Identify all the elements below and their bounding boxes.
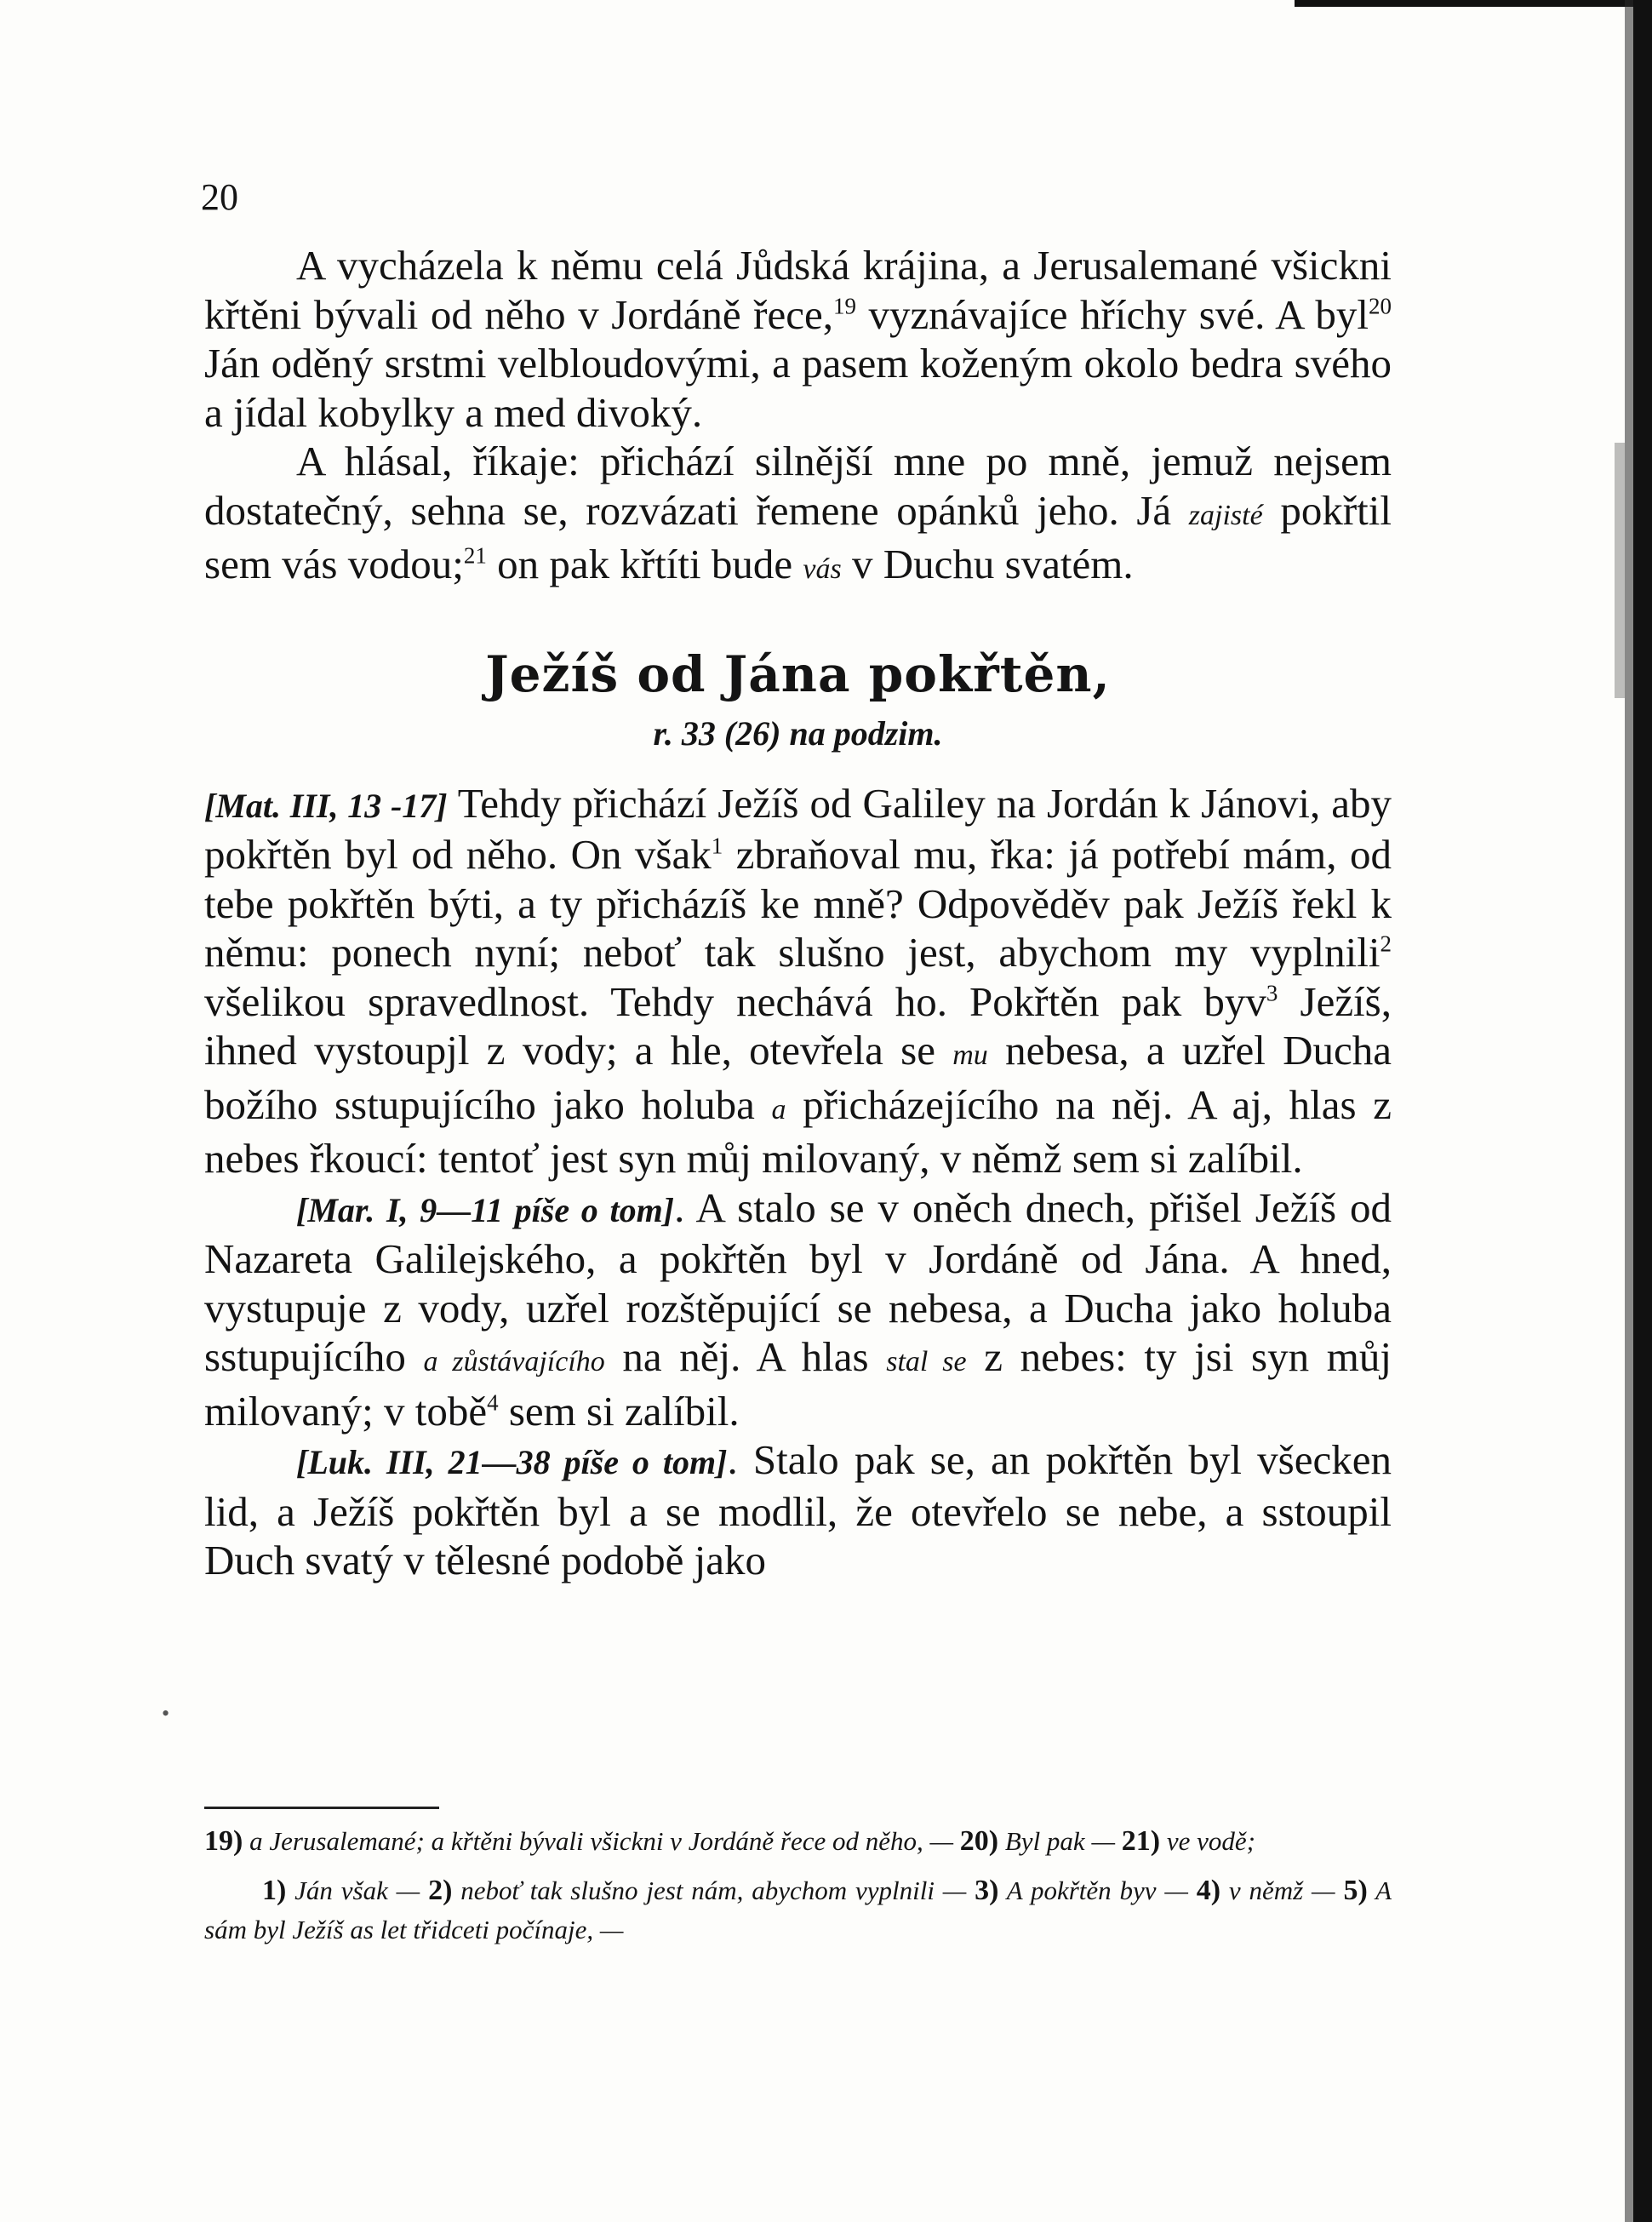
- footnote-ref: 3: [1266, 980, 1278, 1006]
- footnotes: [204, 1822, 1392, 1950]
- scan-edge-right: [1633, 0, 1652, 2222]
- footnote-block-2: 1) Ján však — 2) neboť tak slušno jest nám, abychom vyplnili — 3) A pokřtěn byv — 4) v němž — 5) A sám byl Ježíš as let třidceti počínaje, —: [204, 1875, 1392, 1944]
- footnote-ref: 2: [1380, 931, 1392, 957]
- gospel-reference: [Luk. III, 21—38 píše o tom]: [296, 1443, 728, 1481]
- footnote-ref: 1: [711, 833, 723, 859]
- paragraph-5: [Luk. III, 21—38 píše o tom]. Stalo pak se, an pokřtěn byl všecken lid, a Ježíš pokřtěn byl a se modlil, že otevřelo se nebe, a sstoupil Duch svatý v tělesné podobě jako: [204, 1436, 1392, 1583]
- paragraph-3: [Mat. III, 13 -17] Tehdy přichází Ježíš od Galiley na Jordán k Jánovi, aby pokřtěn byl od něho. On však$^1$ zbraňoval mu, řka: já potřebí mám, od tebe pokřtěn býti, a ty přicházíš ke mně? Odpověděv pak Ježíš řekl k němu: ponech nyní; neboť tak slušno jest, abychom my vyplnili$^2$ všelikou spravedlnost. Tehdy nechává ho. Pokřtěn pak byv$^3$ Ježíš, ihned vystoupjl z vody; a hle, otevřela se mu nebesa, a uzřel Ducha božího sstupujícího jako holuba a přicházejícího na něj. A aj, hlas z nebes řkoucí: tentoť jest syn můj milovaný, v němž sem si zalíbil.: [204, 779, 1392, 1182]
- scan-edge-shadow: [1625, 0, 1633, 2222]
- scan-edge-notch: [1615, 443, 1625, 698]
- footnote-ref: 20: [1369, 293, 1392, 319]
- gospel-reference: [Mar. I, 9—11 píše o tom]: [296, 1190, 675, 1229]
- footnote-ref: 4: [487, 1389, 499, 1416]
- page-number: 20: [201, 176, 238, 218]
- gospel-reference: [Mat. III, 13 -17]: [204, 786, 448, 825]
- scan-edge-top: [1295, 0, 1652, 7]
- main-text: [204, 241, 1392, 1585]
- paragraph-2: A hlásal, říkaje: přichází silnější mne po mně, jemuž nejsem dostatečný, sehna se, rozvázati řemene opánků jeho. Já zajisté pokřtil sem vás vodou;$^{21}$ on pak křtíti bude vás v Duchu svatém.: [204, 438, 1392, 587]
- footnote-ref: 19: [832, 293, 856, 319]
- margin-mark: •: [162, 1701, 170, 1726]
- section-subheading: r. 33 (26) na podzim.: [653, 713, 943, 753]
- paragraph-4: [Mar. I, 9—11 píše o tom]. A stalo se v oněch dnech, přišel Ježíš od Nazareta Galilejského, a pokřtěn byl v Jordáně od Jána. A hned, vystupuje z vody, uzřel rozštěpující se nebesa, a Ducha jako holuba sstupujícího a zůstávajícího na něj. A hlas stal se z nebes: ty jsi syn můj milovaný; v tobě$^4$ sem si zalíbil.: [204, 1183, 1392, 1435]
- footnote-ref: 21: [463, 542, 487, 569]
- paragraph-1: A vycházela k němu celá Jůdská krájina, a Jerusalemané všickni křtěni bývali od něho v Jordáně řece,$^{19}$ vyznávajíce hříchy své. A byl$^{20}$ Ján oděný srstmi velbloudovými, a pasem koženým okolo bedra svého a jídal kobylky a med divoký.: [204, 242, 1392, 436]
- footnote-rule: [204, 1807, 439, 1809]
- footnote-block-1: 19) a Jerusalemané; a křtěni bývali všickni v Jordáně řece od něho, — 20) Byl pak — 21) ve vodě;: [204, 1825, 1255, 1857]
- section-heading: Ježíš od Jána pokřtěn,: [485, 644, 1111, 703]
